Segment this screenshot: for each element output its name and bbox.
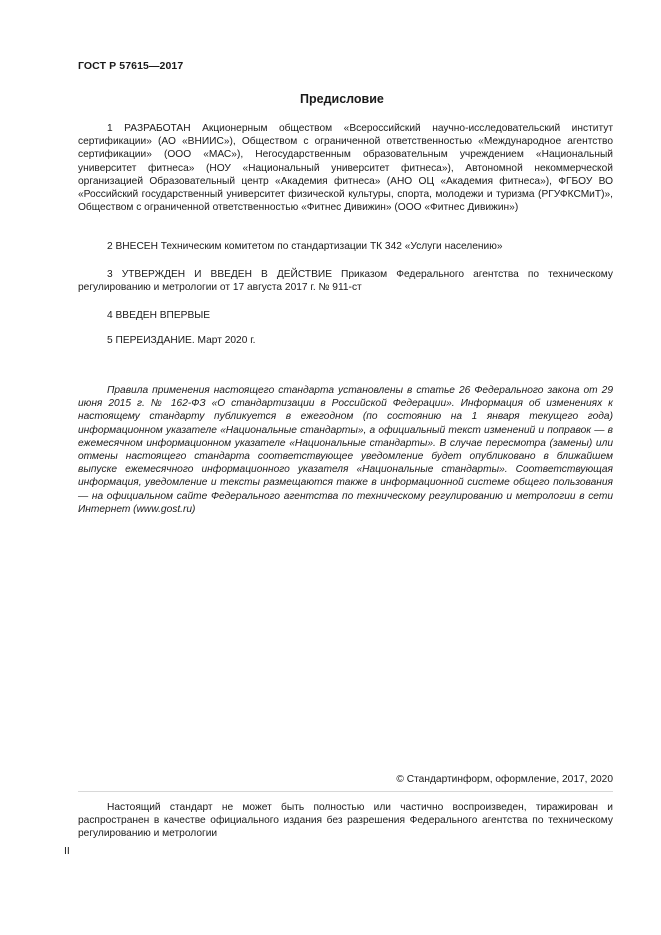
standard-code: ГОСТ Р 57615—2017	[78, 60, 184, 72]
divider	[78, 791, 613, 792]
page-number: II	[64, 845, 70, 857]
application-rules-note: Правила применения настоящего стандарта установлены в статье 26 Федерального закона от 29 июня 2015 г. № 162-ФЗ «О стандартизации в Российской Федерации». Информация об изменениях к настоящему стандарту публикуется в ежегодном (по состоянию на 1 января текущего года) информационном указателе «Национальные стандарты», а официальный текст изменений и поправок — в ежемесячном информационном указателе «Национальные стандарты». В случае пересмотра (замены) или отмены настоящего стандарта соответствующее уведомление будет опубликовано в ближайшем выпуске ежемесячного информационного указателя «Национальные стандарты». Соответствующая информация, уведомление и тексты размещаются также в информационной системе общего пользования — на официальном сайте Федерального агентства по техническому регулированию и метрологии в сети Интернет (www.gost.ru)	[78, 385, 613, 515]
foreword-item-reissue: 5 ПЕРЕИЗДАНИЕ. Март 2020 г.	[107, 335, 256, 346]
foreword-item-introduced: 4 ВВЕДЕН ВПЕРВЫЕ	[107, 310, 211, 321]
foreword-item-submitted: 2 ВНЕСЕН Техническим комитетом по стандартизации ТК 342 «Услуги населению»	[107, 241, 503, 252]
foreword-item-approved: 3 УТВЕРЖДЕН И ВВЕДЕН В ДЕЙСТВИЕ Приказом Федерального агентства по техническому регулированию и метрологии от 17 августа 2017 г. № 911-ст	[78, 269, 613, 294]
reproduction-notice: Настоящий стандарт не может быть полностью или частично воспроизведен, тиражирован и распространен в качестве официального издания без разрешения Федерального агентства по техническому регулированию и метрологии	[78, 802, 613, 840]
foreword-item-developed: 1 РАЗРАБОТАН Акционерным обществом «Всероссийский научно-исследовательский институт сертификации» (АО «ВНИИС»), Обществом с ограниченной ответственностью «Международное агентство сертификации» (ООО «МАС»), Негосударственным образовательным учреждением «Национальный университет фитнеса» (НОУ «Национальный университет фитнеса»), Автономной некоммерческой организацией Образовательный центр «Академия фитнеса» (АНО ОЦ «Академия фитнеса»), ФГБОУ ВО «Российский государственный университет физической культуры, спорта, молодежи и туризма (РГУФКСМиТ)», Обществом с ограниченной ответственностью «Фитнес Дивижин» (ООО «Фитнес Дивижин»)	[78, 123, 613, 214]
section-title: Предисловие	[300, 92, 384, 106]
copyright-notice: © Стандартинформ, оформление, 2017, 2020	[396, 774, 613, 785]
